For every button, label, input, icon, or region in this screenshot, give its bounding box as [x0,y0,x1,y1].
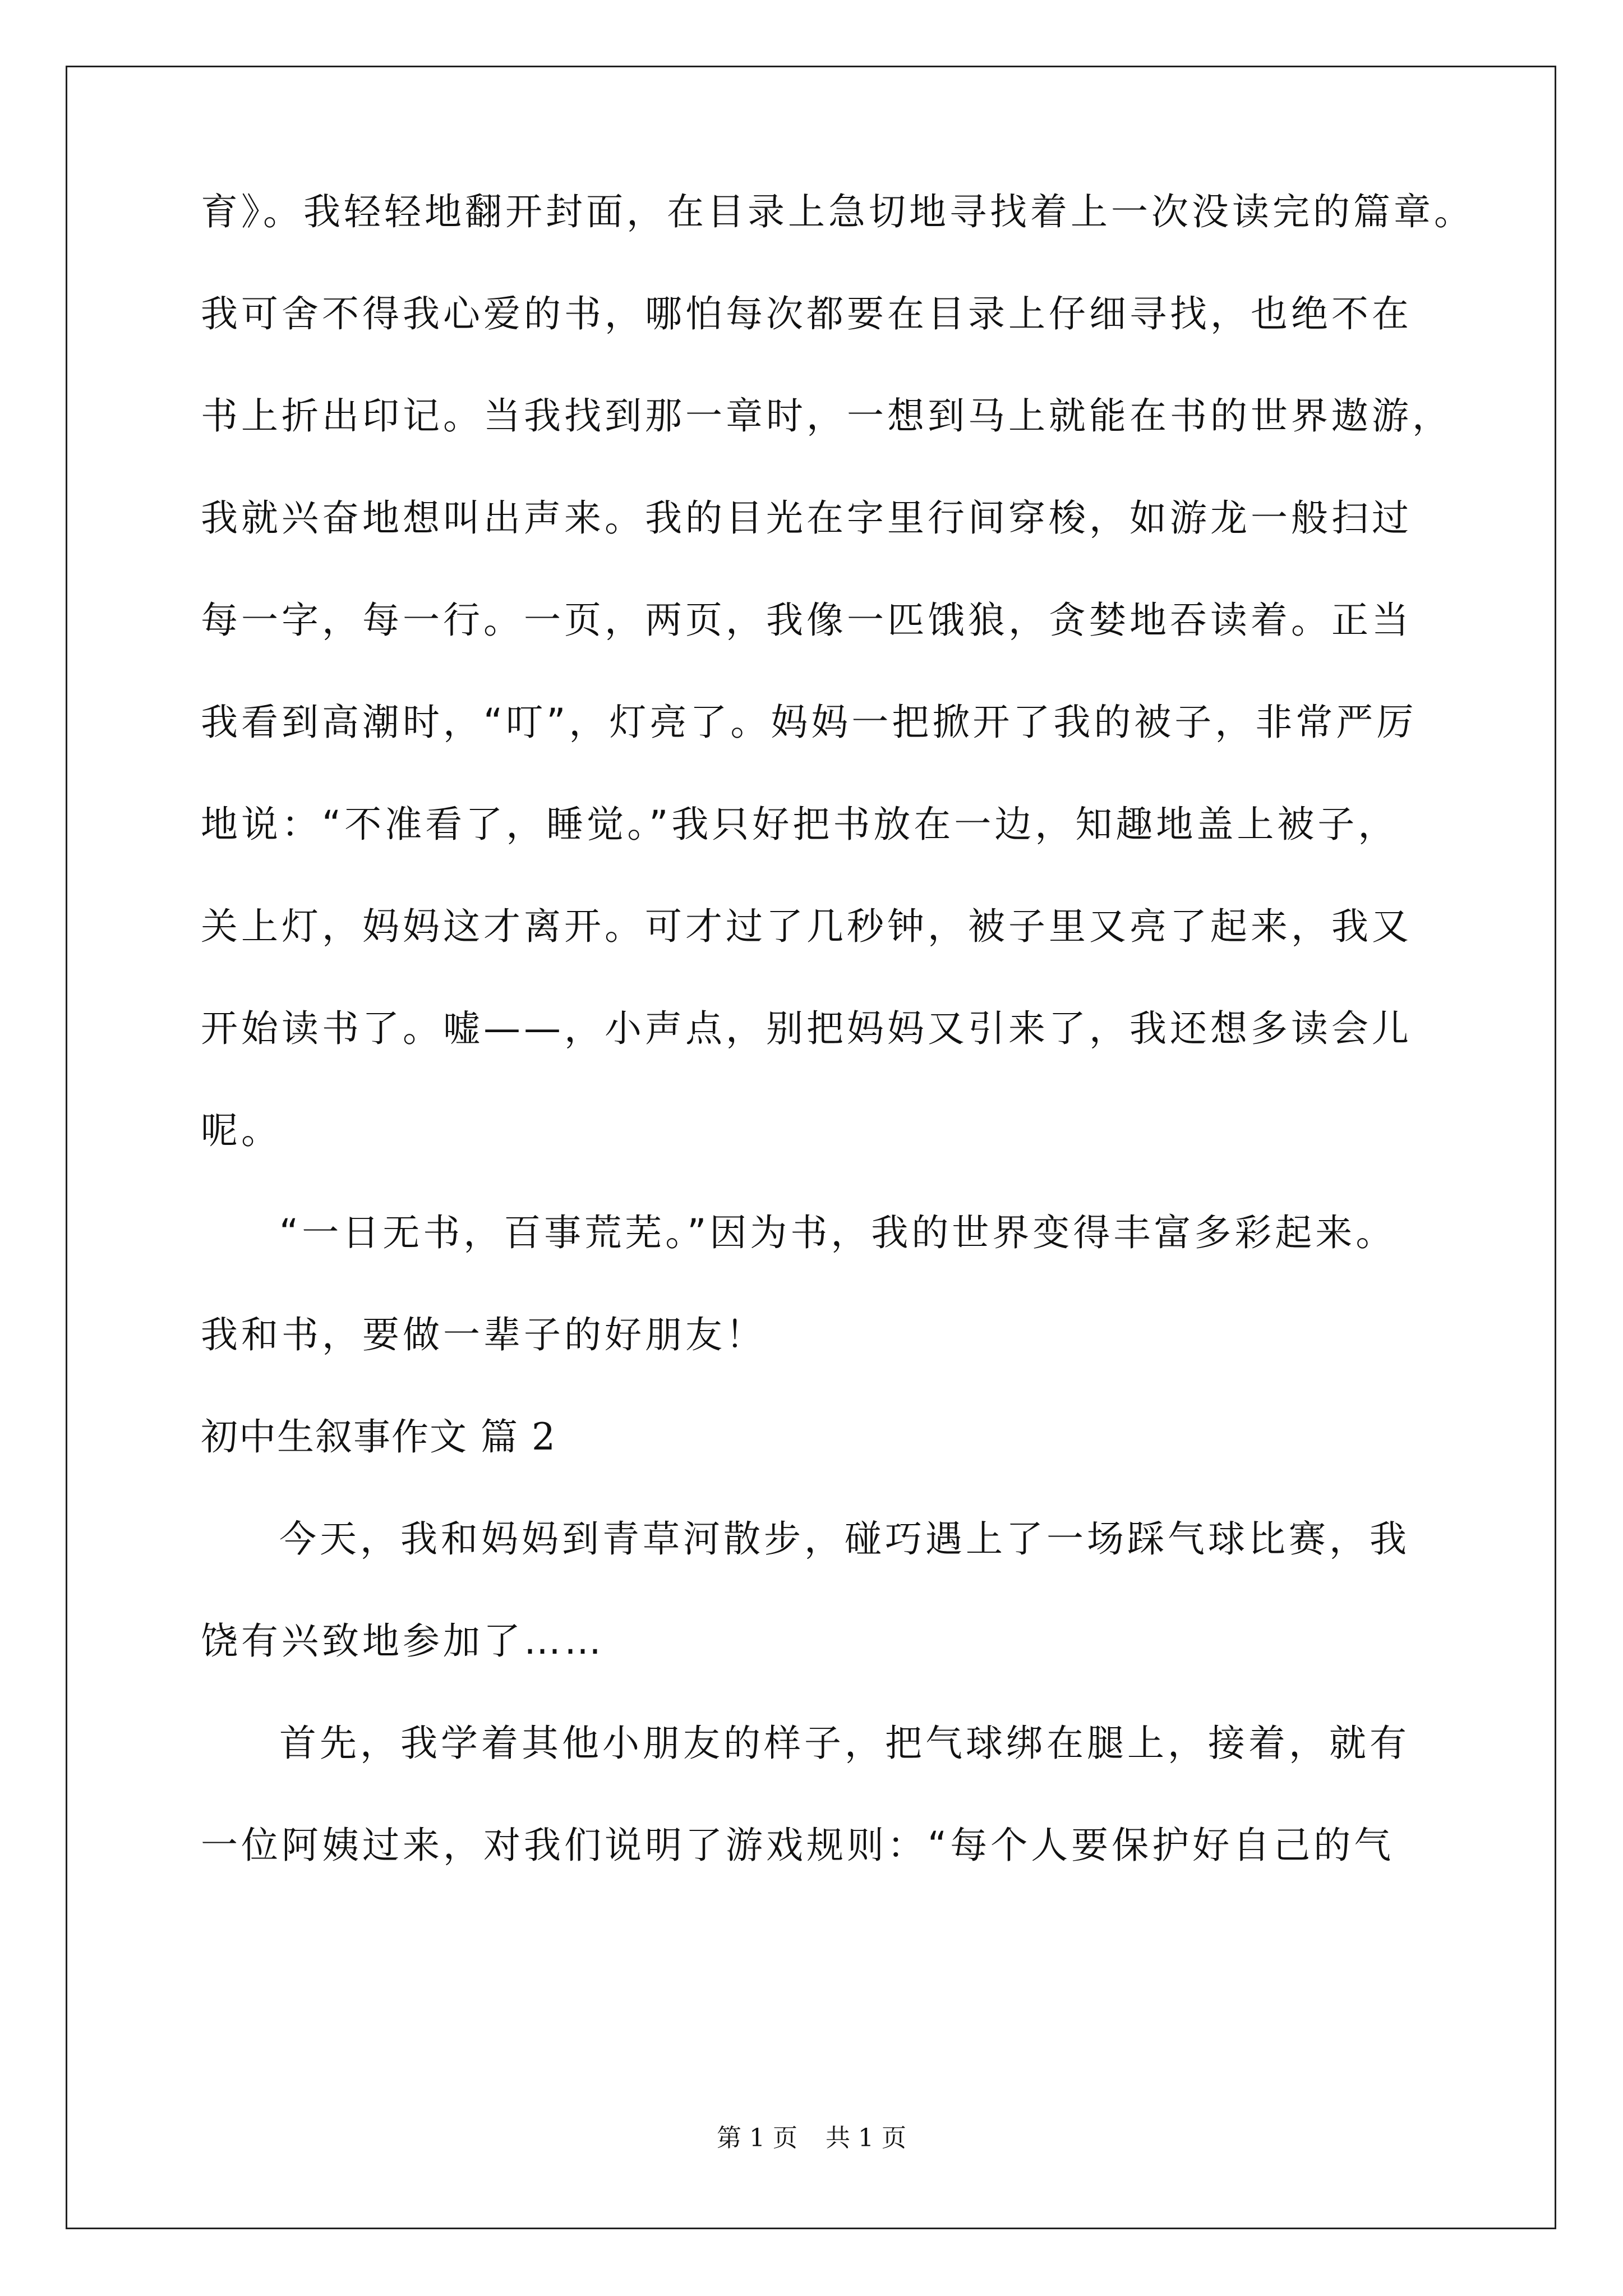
page-total: 共 1 页 [826,2124,906,2152]
page-footer [0,2126,1623,2151]
text-line: 一位阿姨过来，对我们说明了游戏规则：“每个人要保护好自己的气 [201,1824,1395,1867]
text-line: 每一字，每一行。一页，两页，我像一匹饿狼，贪婪地吞读着。正当 [201,599,1412,642]
section-heading: 初中生叙事作文 篇 2 [201,1415,556,1458]
text-line: 今天，我和妈妈到青草河散步，碰巧遇上了一场踩气球比赛，我 [279,1517,1410,1561]
text-line: 饶有兴致地参加了…… [201,1619,605,1663]
text-line: 开始读书了。嘘——，小声点，别把妈妈又引来了，我还想多读会儿 [201,1007,1412,1050]
text-line: 关上灯，妈妈这才离开。可才过了几秒钟，被子里又亮了起来，我又 [201,905,1412,948]
text-line: 我看到高潮时，“叮”，灯亮了。妈妈一把掀开了我的被子，非常严厉 [201,701,1417,744]
text-line: 我可舍不得我心爱的书，哪怕每次都要在目录上仔细寻找，也绝不在 [201,292,1412,335]
page-number: 第 1 页 [717,2124,797,2152]
text-line: 地说：“不准看了，睡觉。”我只好把书放在一边，知趣地盖上被子， [201,803,1399,846]
text-line: 书上折出印记。当我找到那一章时，一想到马上就能在书的世界遨游， [201,394,1453,438]
text-line: 呢。 [201,1109,282,1152]
text-line: “一日无书，百事荒芜。”因为书，我的世界变得丰富多彩起来。 [279,1211,1396,1254]
document-body [201,190,1474,1929]
text-line: 我和书，要做一辈子的好朋友！ [201,1313,766,1356]
text-line: 我就兴奋地想叫出声来。我的目光在字里行间穿梭，如游龙一般扫过 [201,496,1412,540]
text-line: 首先，我学着其他小朋友的样子，把气球绑在腿上，接着，就有 [279,1722,1410,1765]
text-line: 育》。我轻轻地翻开封面，在目录上急切地寻找着上一次没读完的篇章。 [201,190,1474,233]
